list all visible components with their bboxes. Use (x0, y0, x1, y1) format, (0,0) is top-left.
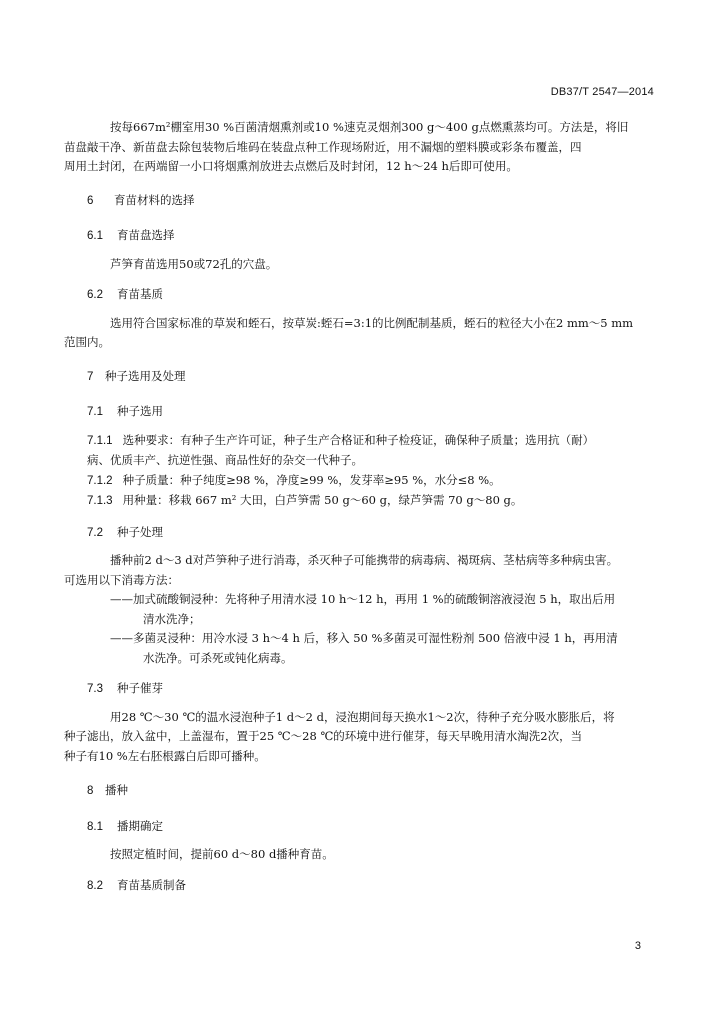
subsection-title: 育苗基质制备 (117, 879, 186, 892)
subsection-title: 种子处理 (117, 526, 163, 539)
standard-code: DB37/T 2547—2014 (550, 86, 654, 98)
section-6-1-text: 芦笋育苗选用50或72孔的穴盘。 (110, 256, 278, 271)
section-6-1-heading (87, 227, 657, 247)
subsection-number: 7.2 (87, 526, 103, 539)
subsection-number: 8.2 (87, 879, 103, 892)
item-text-line-2: 病、优质丰产、抗逆性强、商品性好的杂交一代种子。 (87, 453, 363, 467)
intro-line-1: 按每667m²棚室用30 %百菌清烟熏剂或10 %速克灵烟剂300 g～400 g点燃熏蒸均可。方法是，将旧 (110, 120, 629, 134)
intro-line-2: 苗盘敲干净、新苗盘去除包装物后堆码在装盘点种工作现场附近，用不漏烟的塑料膜或彩条布覆盖，四 (64, 139, 582, 154)
subsection-number: 7.3 (87, 683, 103, 695)
item-number: 7.1.3 (87, 495, 113, 507)
item-text: 种子质量：种子纯度≥98 %，净度≥99 %，发芽率≥95 %，水分≤8 %。 (122, 472, 501, 487)
section-8-1-text: 按照定植时间，提前60 d～80 d播种育苗。 (110, 847, 334, 861)
dash-item-1-line-1: ——加式硫酸铜浸种：先将种子用清水浸 10 h～12 h，再用 1 %的硫酸铜溶液浸泡 5 h，取出后用 (110, 592, 616, 606)
section-title: 种子选用及处理 (105, 370, 186, 383)
section-number: 6 (87, 194, 94, 207)
s73-line-1: 用28 ℃～30 ℃的温水浸泡种子1 d～2 d，浸泡期间每天换水1～2次，待种子充分吸水膨胀后，将 (110, 709, 615, 724)
dash-item-1 (87, 590, 657, 610)
section-7-1-heading (87, 403, 657, 423)
section-8-heading (87, 782, 657, 802)
section-7-heading (87, 368, 657, 388)
dash-item-1-cont: 清水洗净； (143, 611, 201, 626)
section-title: 播种 (105, 785, 128, 797)
subsection-number: 6.2 (87, 289, 103, 301)
section-6-2-heading (87, 286, 657, 306)
item-number: 7.1.2 (87, 474, 113, 487)
item-7-1-1 (87, 431, 657, 471)
document-body (64, 118, 657, 896)
item-7-1-2 (87, 471, 657, 492)
s72-line-2: 可选用以下消毒方法： (64, 572, 179, 587)
subsection-number: 8.1 (87, 820, 103, 833)
section-7-3-text (64, 708, 657, 767)
item-7-1-3 (87, 491, 657, 512)
section-8-1-heading (87, 818, 657, 838)
section-number: 8 (87, 785, 94, 797)
s73-line-3: 种子有10 %左右胚根露白后即可播种。 (64, 748, 266, 763)
item-number: 7.1.1 (87, 434, 113, 447)
section-8-2-heading (87, 877, 657, 897)
subsection-title: 育苗盘选择 (117, 230, 175, 242)
page-number: 3 (634, 940, 641, 952)
s72-line-1: 播种前2 d～3 d对芦笋种子进行消毒，杀灭种子可能携带的病毒病、褐斑病、茎枯病等多种病虫害。 (110, 553, 619, 567)
subsection-number: 6.1 (87, 230, 103, 242)
subsection-title: 种子催芽 (117, 683, 163, 695)
section-6-2-text (64, 314, 657, 353)
section-7-2-text (64, 551, 657, 590)
item-text: 用种量：移栽 667 m² 大田，白芦笋需 50 g～60 g，绿芦笋需 70 g～80 g。 (122, 493, 523, 507)
section-7-3-heading (87, 680, 657, 700)
intro-line-3: 周用土封闭，在两端留一小口将烟熏剂放进去点燃后及时封闭，12 h～24 h后即可使用。 (64, 159, 518, 173)
s73-line-2: 种子滤出，放入盆中，上盖湿布，置于25 ℃～28 ℃的环境中进行催芽，每天早晚用清水淘洗2次，当 (64, 729, 583, 743)
subsection-title: 播期确定 (117, 820, 163, 833)
subsection-number: 7.1 (87, 406, 103, 418)
section-title: 育苗材料的选择 (114, 194, 195, 207)
section-6-heading (87, 192, 657, 212)
section-number: 7 (87, 370, 94, 383)
s62-line-2: 范围内。 (64, 335, 110, 349)
dash-item-2-cont: 水洗净。可杀死或钝化病毒。 (143, 650, 293, 665)
s62-line-1: 选用符合国家标准的草炭和蛭石，按草炭:蛭石=3:1的比例配制基质，蛭石的粒径大小在2 mm～5 mm (110, 315, 634, 330)
subsection-title: 种子选用 (117, 406, 163, 418)
intro-paragraph (64, 118, 657, 177)
dash-item-2-line-1: ——多菌灵浸种：用冷水浸 3 h～4 h 后，移入 50 %多菌灵可湿性粉剂 500 倍液中浸 1 h，再用清 (110, 631, 618, 645)
subsection-title: 育苗基质 (117, 289, 163, 301)
section-7-2-heading (87, 524, 657, 544)
item-text-line-1: 选种要求：有种子生产许可证，种子生产合格证和种子检疫证，确保种子质量；选用抗（耐） (122, 432, 595, 447)
dash-item-2 (87, 629, 657, 649)
